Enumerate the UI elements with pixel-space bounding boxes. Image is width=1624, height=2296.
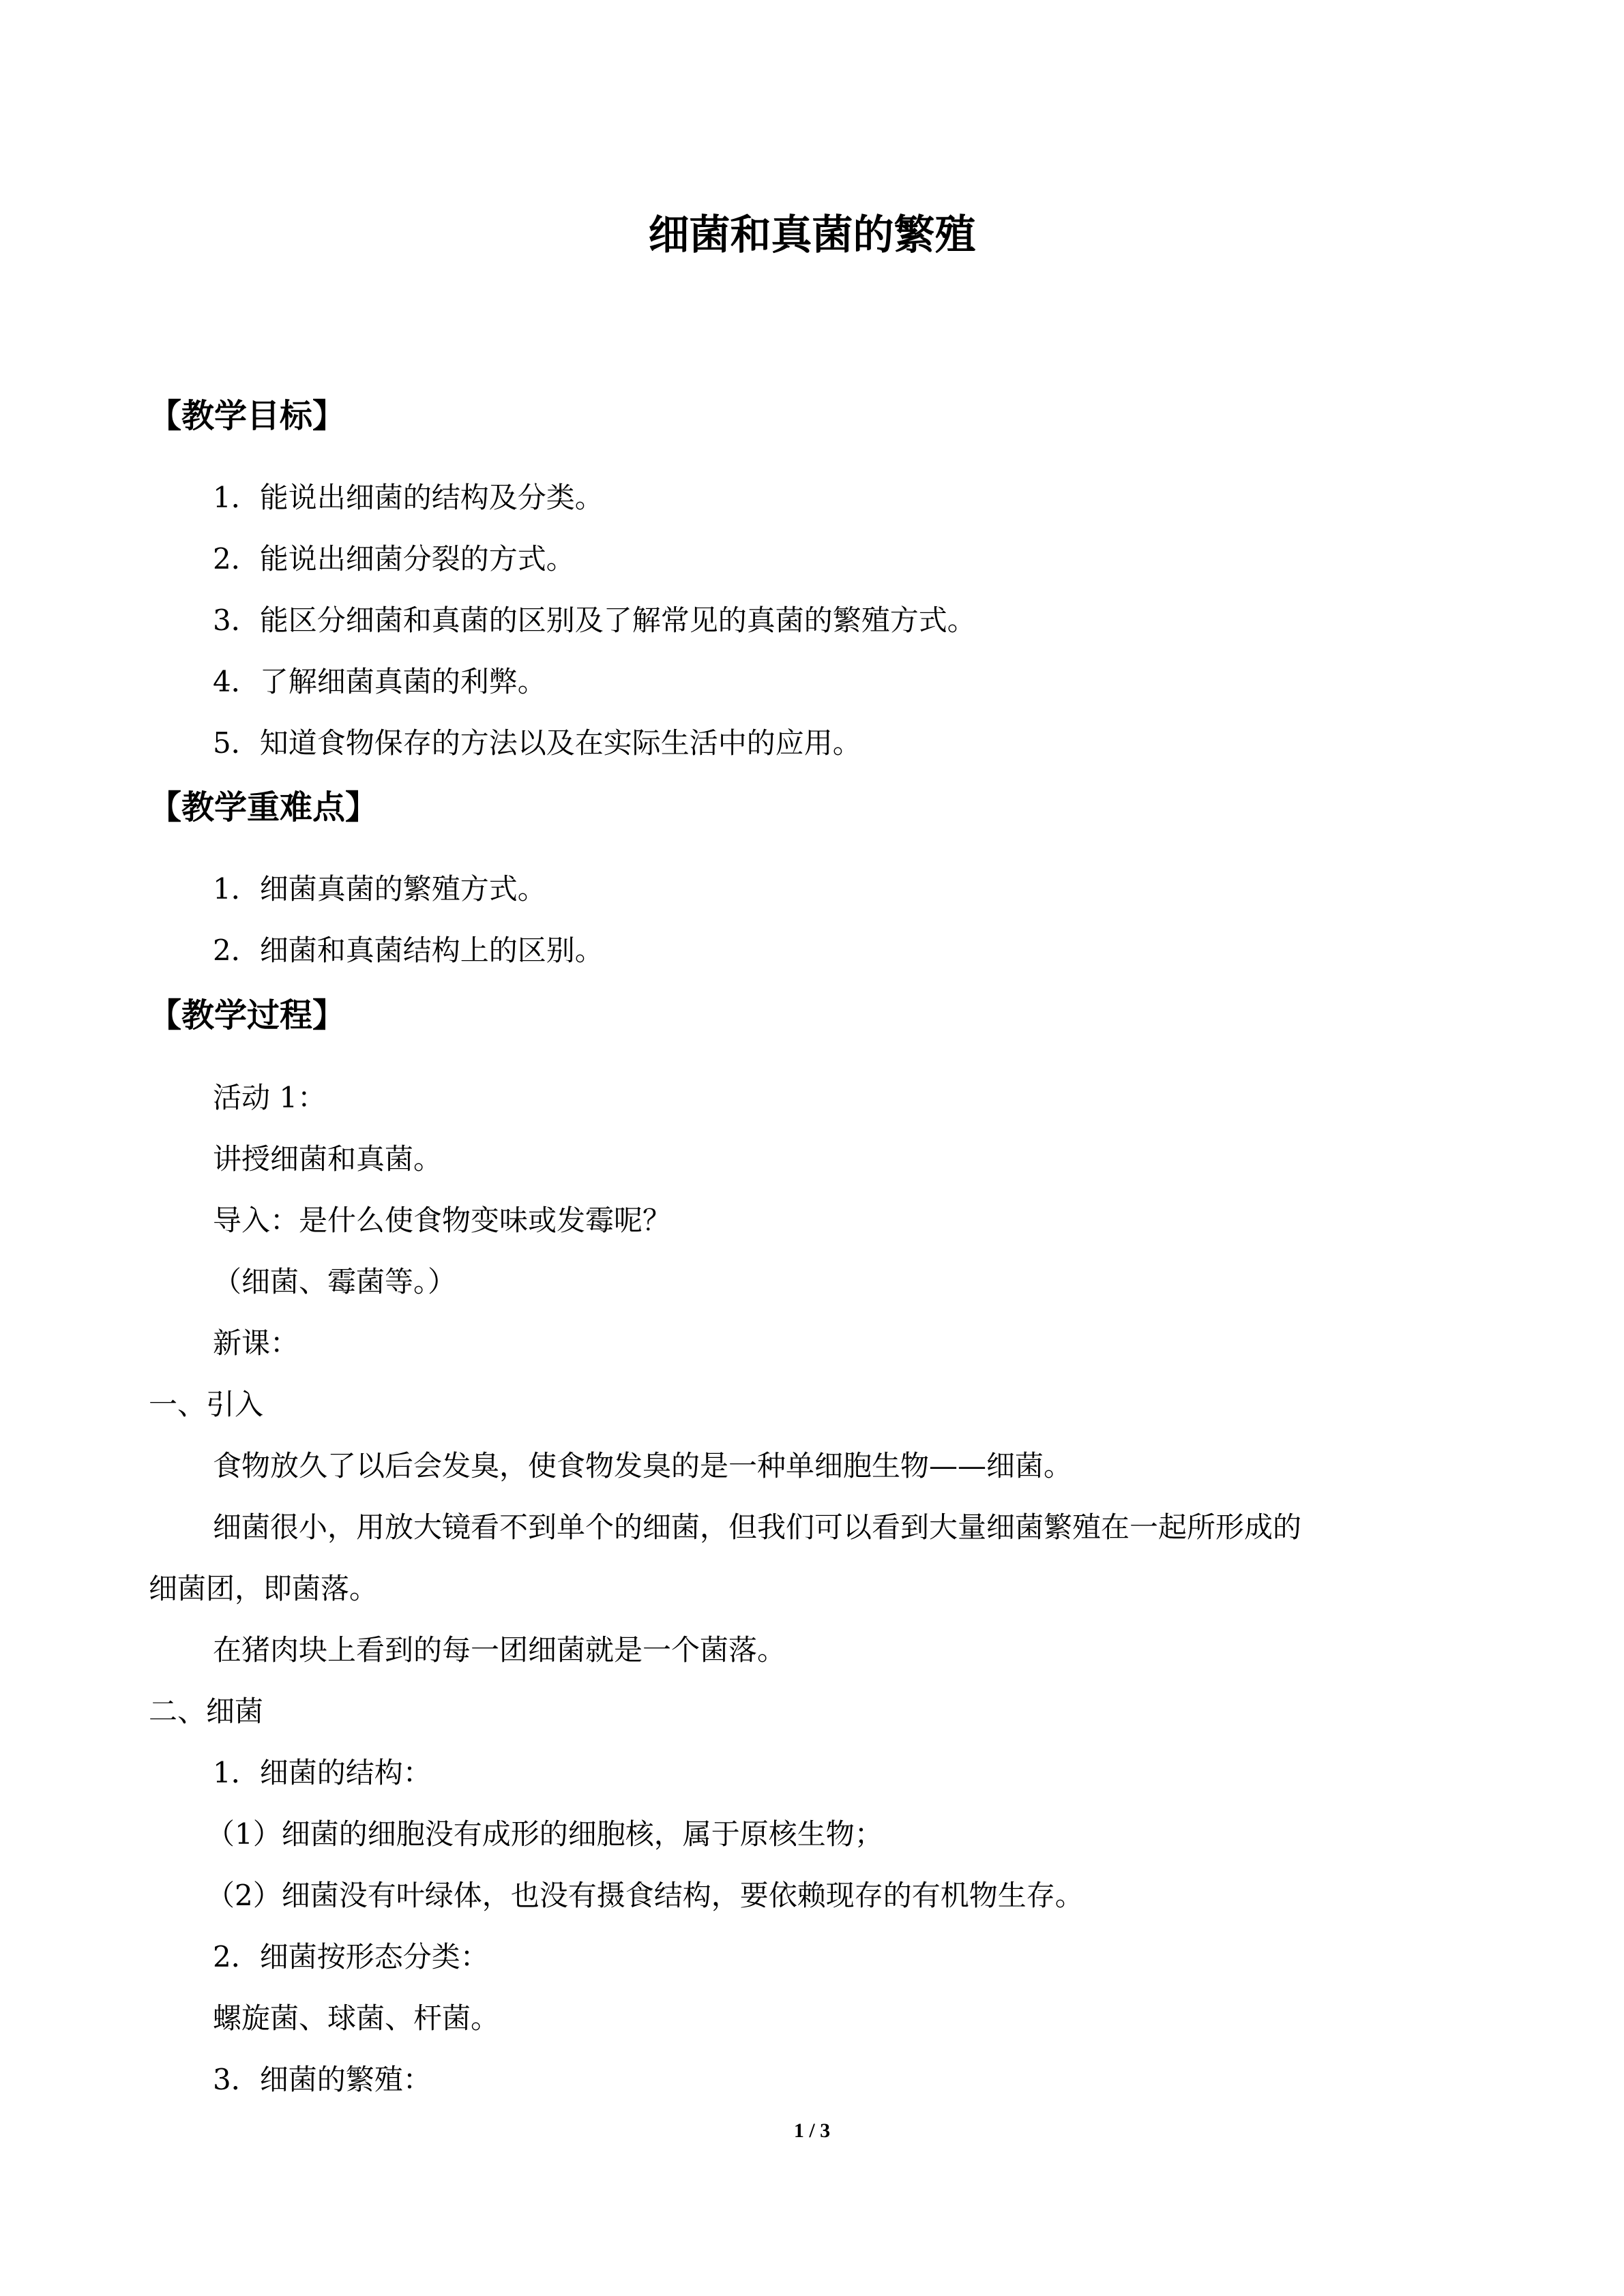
process-line: 新课：: [213, 1326, 299, 1360]
process-line: 活动 1：: [213, 1081, 327, 1114]
process-line: 1．细菌的结构：: [213, 1756, 432, 1789]
section-heading-objectives: 【教学目标】: [149, 397, 346, 435]
process-line: 在猪肉块上看到的每一团细菌就是一个菌落。: [213, 1633, 786, 1667]
objective-item: 5．知道食物保存的方法以及在实际生活中的应用。: [213, 726, 861, 760]
objective-item: 4．了解细菌真菌的利弊。: [213, 665, 546, 698]
document-title: 细菌和真菌的繁殖: [648, 211, 976, 259]
process-line: （细菌、霉菌等。）: [213, 1265, 457, 1298]
objective-item: 1．能说出细菌的结构及分类。: [213, 481, 604, 514]
process-line: 讲授细菌和真菌。: [213, 1142, 443, 1176]
process-line: 3．细菌的繁殖：: [213, 2063, 432, 2096]
section-heading-key-points: 【教学重难点】: [149, 788, 379, 826]
process-line: （1）细菌的细胞没有成形的细胞核，属于原核生物；: [206, 1817, 883, 1851]
objective-item: 3．能区分细菌和真菌的区别及了解常见的真菌的繁殖方式。: [213, 603, 976, 637]
key-point-item: 2．细菌和真菌结构上的区别。: [213, 934, 604, 967]
section-heading-process: 【教学过程】: [149, 996, 346, 1034]
process-line: 细菌很小，用放大镜看不到单个的细菌，但我们可以看到大量细菌繁殖在一起所形成的: [213, 1510, 1302, 1544]
process-line: 导入：是什么使食物变味或发霉呢？: [213, 1204, 672, 1237]
key-point-item: 1．细菌真菌的繁殖方式。: [213, 872, 546, 906]
process-line: 细菌团，即菌落。: [149, 1572, 379, 1605]
objective-item: 2．能说出细菌分裂的方式。: [213, 542, 575, 576]
process-line: （2）细菌没有叶绿体，也没有摄食结构，要依赖现存的有机物生存。: [206, 1879, 1084, 1912]
process-line: 2．细菌按形态分类：: [213, 1940, 489, 1973]
process-subheading: 二、细菌: [149, 1695, 264, 1728]
process-line: 螺旋菌、球菌、杆菌。: [213, 2001, 500, 2035]
process-subheading: 一、引入: [149, 1388, 264, 1421]
page-number: 1 / 3: [793, 2119, 831, 2142]
process-line: 食物放久了以后会发臭，使食物发臭的是一种单细胞生物——细菌。: [213, 1449, 1073, 1482]
